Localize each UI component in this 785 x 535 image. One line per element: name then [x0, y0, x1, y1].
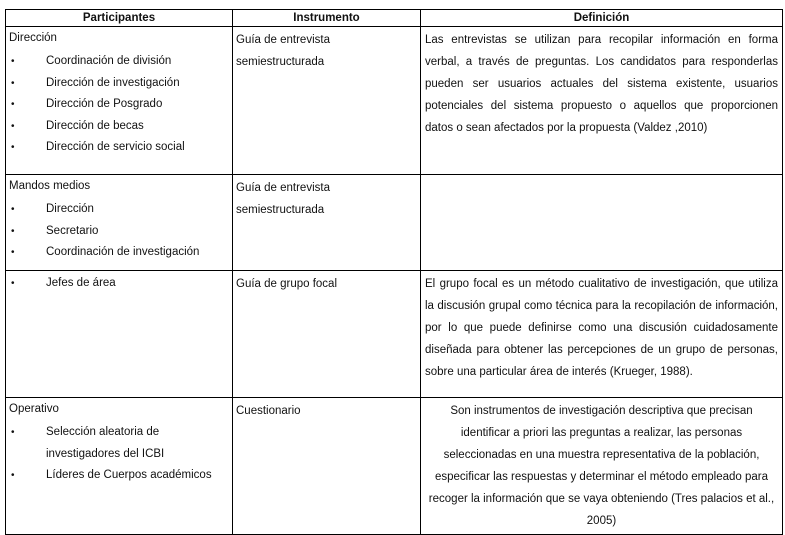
table-row [6, 175, 783, 271]
instrumento-text: Cuestionario [236, 405, 301, 417]
participant-list [9, 422, 229, 487]
definicion-text [421, 175, 782, 179]
bullet-icon: • [11, 470, 15, 481]
definicion-text: Las entrevistas se utilizan para recopilar información en forma verbal, a través de preguntas. Los candidatos para responderlas pueden ser usuarios actuales del sistema existente, usuarios potenciales del sistema propuesto o aquellos que proporcionen datos o sean afectados por la propuesta (Valdez ,2010) [425, 34, 778, 134]
header-participantes: Participantes [6, 10, 233, 27]
instrumento-cell [233, 271, 421, 398]
definicion-text: Son instrumentos de investigación descriptiva que precisan identificar a priori las preguntas a realizar, las personas seleccionadas en una muestra representativa de la población, especificar las respuestas y determinar el método empleado para recoger la información que se vaya obteniendo (Tres palacios et al., 2005) [428, 405, 775, 527]
instrumento-text: Guía de entrevista semiestructurada [236, 182, 330, 216]
participant-list [9, 51, 229, 159]
list-item: • Jefes de área [9, 273, 229, 295]
list-item: • Coordinación de investigación [9, 242, 229, 264]
bullet-icon: • [11, 247, 15, 258]
bullet-icon: • [11, 120, 15, 132]
instrumento-cell [233, 398, 421, 535]
participantes-cell [6, 175, 233, 271]
instrumento-cell [233, 27, 421, 175]
bullet-icon: • [11, 99, 15, 110]
list-item: • Secretario [9, 221, 229, 243]
definicion-cell [421, 271, 783, 398]
participant-list [9, 199, 229, 264]
instrumento-text: Guía de entrevista semiestructurada [236, 34, 330, 68]
header-row [6, 10, 783, 27]
table-row [6, 27, 783, 175]
list-item: • Dirección de servicio social [9, 137, 229, 159]
participants-table [5, 9, 783, 535]
bullet-icon: • [11, 427, 15, 438]
header-instrumento: Instrumento [233, 10, 421, 27]
bullet-icon: • [11, 77, 15, 89]
bullet-icon: • [11, 278, 15, 289]
definicion-cell [421, 175, 783, 271]
group-title: Dirección [9, 32, 57, 44]
participantes-cell [6, 27, 233, 175]
participant-list [9, 273, 229, 295]
list-item: • Coordinación de división [9, 51, 229, 73]
table-row [6, 271, 783, 398]
bullet-icon: • [11, 142, 15, 153]
instrumento-cell [233, 175, 421, 271]
list-item: • Dirección de becas [9, 116, 229, 138]
bullet-icon: • [11, 204, 15, 215]
list-item: • Dirección de Posgrado [9, 94, 229, 116]
participantes-cell [6, 398, 233, 535]
list-item: • Dirección de investigación [9, 73, 229, 95]
list-item: • Selección aleatoria de investigadores del ICBI [9, 422, 229, 465]
list-item: • Dirección [9, 199, 229, 221]
bullet-icon: • [11, 56, 15, 67]
definicion-cell [421, 398, 783, 535]
list-item: • Líderes de Cuerpos académicos [9, 465, 229, 487]
header-definicion: Definición [421, 10, 783, 27]
group-title: Operativo [9, 403, 59, 415]
participantes-cell [6, 271, 233, 398]
bullet-icon: • [11, 225, 15, 237]
definicion-text: El grupo focal es un método cualitativo de investigación, que utiliza la discusión grupal como técnica para la recopilación de información, por lo que puede definirse como una discusión cuidadosamente diseñada para obtener las percepciones de un grupo de personas, sobre una particular área de interés (Krueger, 1988). [425, 278, 778, 378]
instrumento-text: Guía de grupo focal [236, 278, 338, 290]
table-row [6, 398, 783, 535]
definicion-cell [421, 27, 783, 175]
group-title: Mandos medios [9, 180, 91, 192]
